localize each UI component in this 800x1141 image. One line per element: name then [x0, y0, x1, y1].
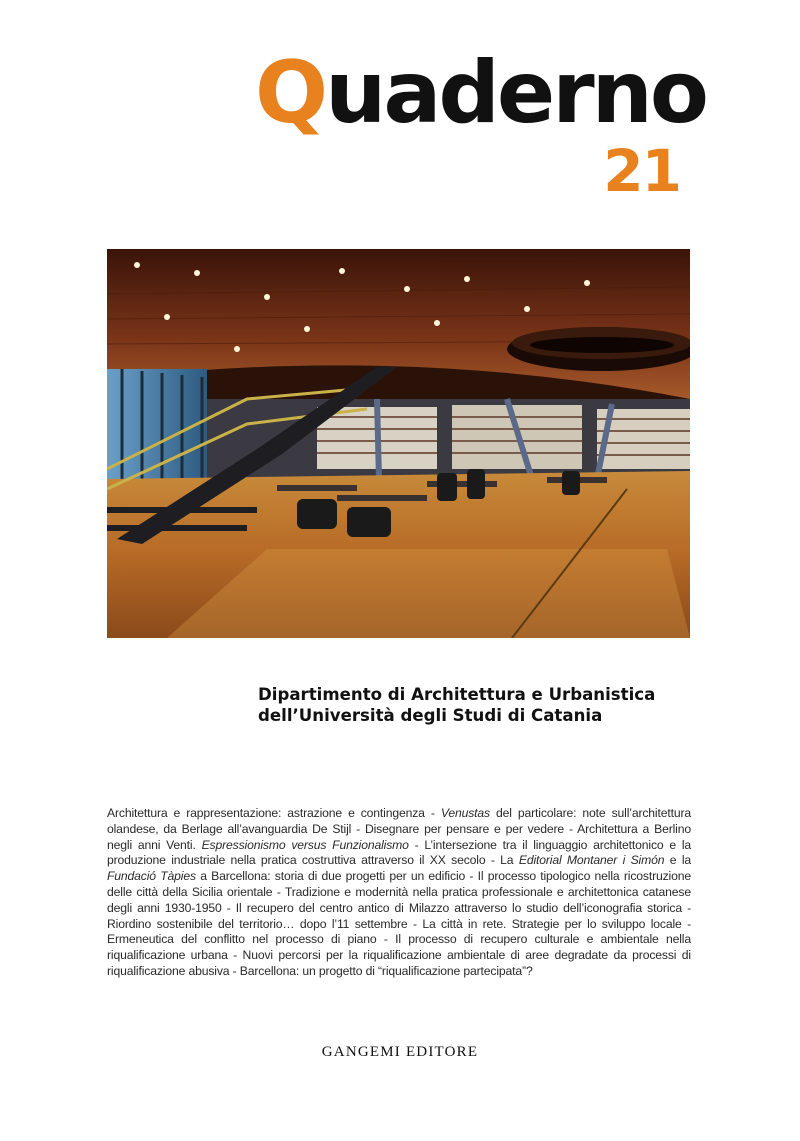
issue-number: 21: [603, 137, 680, 205]
summary-text: e la: [664, 853, 692, 868]
department-line-1: Dipartimento di Architettura e Urbanistica: [258, 685, 656, 704]
summary-text: del particolare: note sull’architettura olandese, da Berlage all’avanguardia De Stijl - Disegnare per pensare e per vedere - Architettura a Berlino negli anni Venti.: [107, 806, 691, 852]
publisher-name: GANGEMI EDITORE: [321, 1044, 479, 1060]
summary-text: a Barcellona: storia di due progetti per un edificio - Il processo tipologico nella ricostruzione delle città della Sicilia orientale - Tradizione e modernità nella pratica professionale e architettonica catanese degli anni 1930-1950 - Il recupero del centro antico di Milazzo attraverso lo studio dell’iconografia storica - Riordino sostenibile del territorio… dopo l’11 settembre - La città in rete. Strategie per lo sviluppo locale - Ermeneutica del conflitto nel processo di piano - Il processo di recupero culturale e ambientale nella riqualificazione urbana - Nuovi percorsi per la riqualificazione ambientale di aree degradate da processi di riqualificazione abusiva - Barcellona: un progetto di “riqualificazione partecipata”?: [107, 869, 691, 978]
magazine-title: [255, 43, 706, 143]
cover-photo: [107, 249, 690, 638]
summary-italic-title: Venustas: [440, 806, 490, 820]
summary-italic-title: Fundació Tàpies: [107, 869, 196, 884]
summary-italic-title: Espressionismo versus Funzionalismo: [201, 837, 409, 852]
department-line-2: dell’Università degli Studi di Catania: [258, 706, 603, 725]
library-interior-image: [107, 249, 690, 638]
summary-text: - L’intersezione tra il linguaggio architettonico e la produzione industriale nella pratica costruttiva attraverso il XX secolo - La: [107, 837, 692, 868]
contents-summary: [107, 806, 691, 980]
summary-text: Architettura e rappresentazione: astrazione e contingenza -: [107, 806, 441, 820]
title-rest: uaderno: [325, 43, 706, 143]
title-first-letter: Q: [255, 43, 326, 143]
summary-italic-title: Editorial Montaner i Simón: [518, 853, 665, 868]
department-heading: [258, 684, 698, 726]
